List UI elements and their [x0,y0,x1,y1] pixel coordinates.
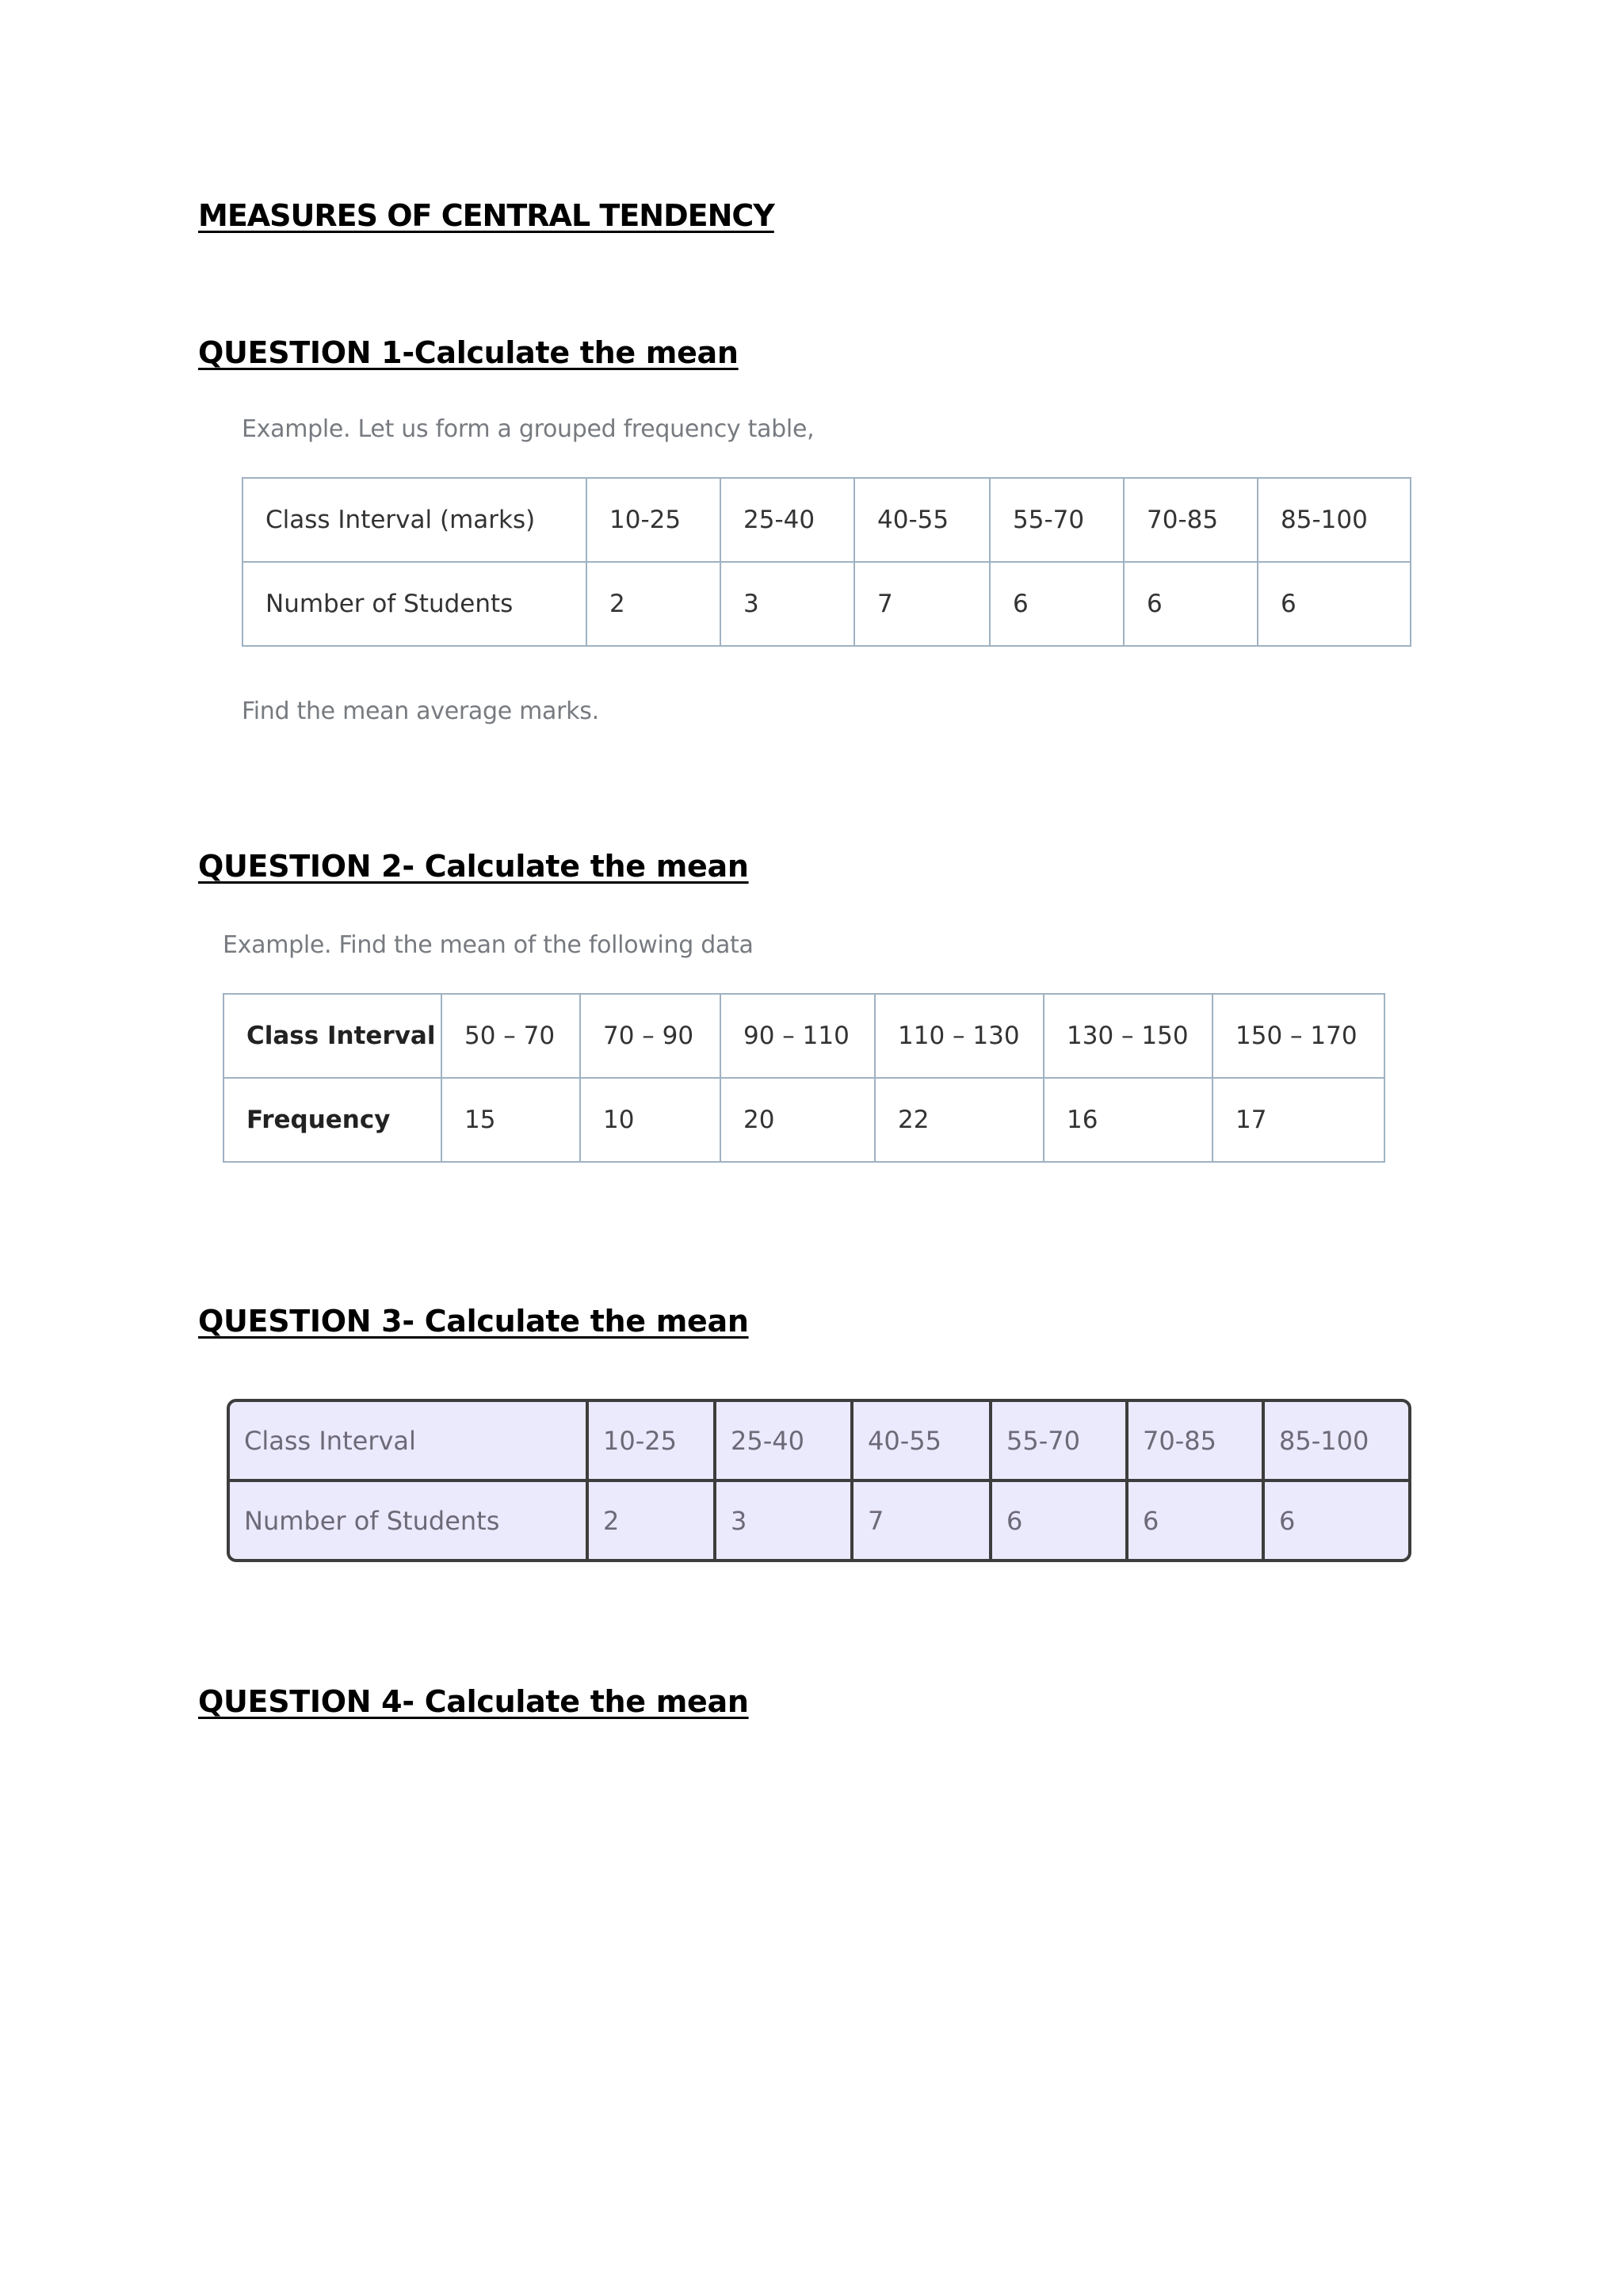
table-row [223,994,1384,1078]
question-1-outro: Find the mean average marks. [242,697,599,725]
table-cell: 90 – 110 [720,994,875,1078]
row-header-cell: Number of Students [230,1480,587,1559]
table-cell: 40-55 [852,1402,991,1480]
table-cell: 6 [1127,1480,1263,1559]
table-cell: 10 [580,1078,720,1162]
table-cell: 6 [1124,562,1258,646]
row-header-cell: Class Interval [230,1402,587,1480]
table-cell: 130 – 150 [1044,994,1212,1078]
question-1-frequency-table [242,477,1411,647]
table-cell: 70-85 [1127,1402,1263,1480]
table-cell: 10-25 [587,1402,715,1480]
table-cell: 2 [586,562,720,646]
table-cell: 150 – 170 [1212,994,1384,1078]
table-cell: 10-25 [586,478,720,562]
row-header-cell: Frequency [223,1078,441,1162]
table-row [230,1402,1411,1480]
table-row [242,478,1411,562]
table-cell: 22 [875,1078,1044,1162]
question-4-title: QUESTION 4- Calculate the mean [198,1684,749,1719]
table-cell: 40-55 [854,478,990,562]
table-cell: 6 [1258,562,1411,646]
table-cell: 110 – 130 [875,994,1044,1078]
table-row [223,1078,1384,1162]
question-2-intro: Example. Find the mean of the following data [223,931,754,959]
table-row [242,562,1411,646]
table-cell: 6 [1279,1505,1296,1536]
table-cell: 85-100 [1263,1402,1411,1480]
table-cell: 6 [991,1480,1127,1559]
question-3-table-frame [227,1399,1411,1562]
question-3-title: QUESTION 3- Calculate the mean [198,1304,749,1339]
document-title: MEASURES OF CENTRAL TENDENCY [198,198,774,233]
row-header-cell: Number of Students [242,562,586,646]
question-2-title: QUESTION 2- Calculate the mean [198,849,749,884]
table-cell: 16 [1044,1078,1212,1162]
row-header-cell: Class Interval [223,994,441,1078]
table-cell: 6 [990,562,1124,646]
table-cell: 15 [441,1078,580,1162]
table-cell: 50 – 70 [441,994,580,1078]
question-2-frequency-table [223,993,1385,1163]
table-cell: 25-40 [715,1402,852,1480]
table-cell: 55-70 [991,1402,1127,1480]
question-3-frequency-table [230,1402,1411,1559]
table-cell: 17 [1212,1078,1384,1162]
table-cell: 7 [852,1480,991,1559]
question-1-intro: Example. Let us form a grouped frequency table, [242,415,815,443]
table-cell: 55-70 [990,478,1124,562]
question-1-title: QUESTION 1-Calculate the mean [198,335,739,370]
table-cell: 25-40 [720,478,854,562]
table-cell: 70-85 [1124,478,1258,562]
table-cell: 3 [715,1480,852,1559]
table-cell: 85-100 [1258,478,1411,562]
table-cell: 20 [720,1078,875,1162]
table-row [230,1480,1411,1559]
row-header-cell: Class Interval (marks) [242,478,586,562]
table-cell: 3 [720,562,854,646]
table-cell: 70 – 90 [580,994,720,1078]
table-cell: 2 [587,1480,715,1559]
table-cell: 7 [854,562,990,646]
